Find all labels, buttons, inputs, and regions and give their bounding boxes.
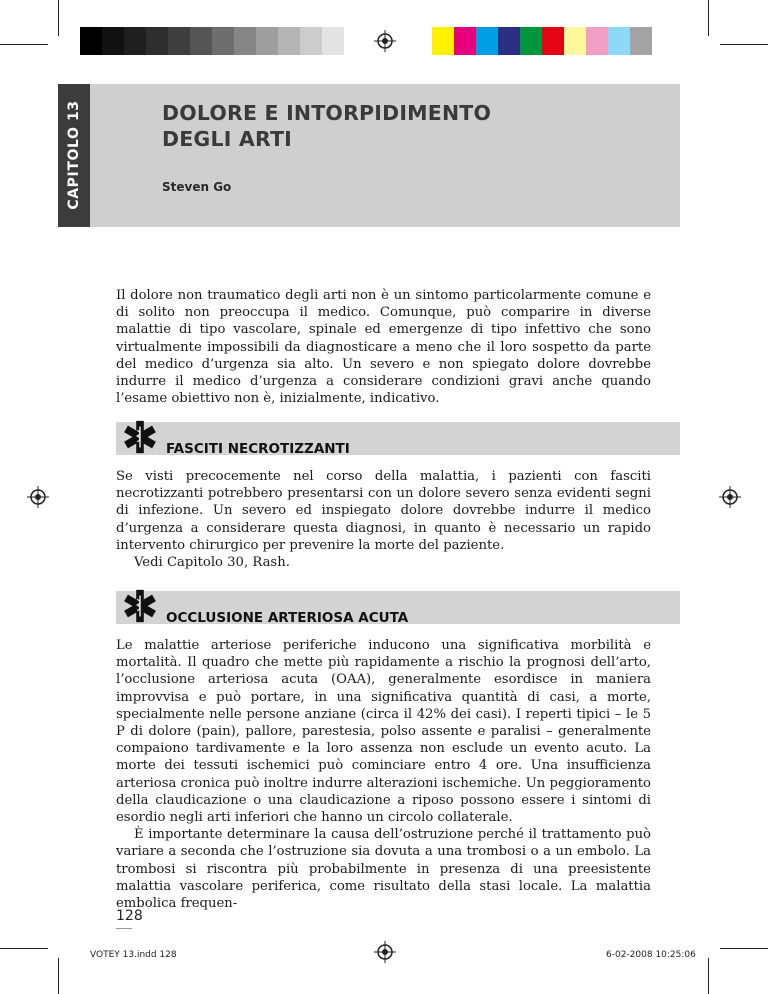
color-swatch [454,27,476,55]
grayscale-bar [80,27,344,55]
color-swatch [498,27,520,55]
chapter-title [162,100,582,152]
crop-mark [708,0,709,36]
crop-mark [0,44,48,45]
star-of-life-icon [121,418,159,456]
color-bar [432,27,652,55]
section-body [116,637,651,912]
color-swatch [124,27,146,55]
chapter-author: Steven Go [162,180,232,194]
intro-paragraph [116,287,651,407]
print-slug-date: 6-02-2008 10:25:06 [606,950,696,960]
color-swatch [168,27,190,55]
color-swatch [278,27,300,55]
color-swatch [630,27,652,55]
body-text: È importante determinare la causa dell’ostruzione perché il trattamento può variare a seconda che l’ostruzione sia dovuta a una trombosi o a un embolo. La trombosi si riscontra più probabilmente in presenza di una preesistente malattia vascolare periferica, come risultato della stasi locale. La malattia embolica frequen- [116,827,651,912]
color-swatch [542,27,564,55]
crop-mark [708,958,709,994]
color-swatch [190,27,212,55]
color-swatch [146,27,168,55]
color-swatch [102,27,124,55]
color-swatch [322,27,344,55]
body-text: Le malattie arteriose periferiche inducono una significativa morbilità e mortalità. Il quadro che mette più rapidamente a rischio la prognosi dell’arto, l’occlusione arteriosa acuta (OAA), generalmente esordisce in maniera improvvisa e può portare, in una significativa quantità di casi, a morte, specialmente nelle persone anziane (circa il 42% dei casi). I reperti tipici – le 5 P di dolore (pain), pallore, parestesia, polso assente e paralisi – generalmente compaiono tardivamente e la loro assenza non esclude un evento acuto. La morte dei tessuti ischemici può cominciare entro 4 ore. Una insufficienza arteriosa cronica può inoltre indurre alterazioni ischemiche. Un peggioramento della claudicazione o una claudicazione a riposo possono essere i sintomi di esordio negli arti inferiori che hanno un circolo collaterale. [116,638,651,826]
body-text: Il dolore non traumatico degli arti non è un sintomo particolarmente comune e di solito non preoccupa il medico. Comunque, può comparire in diverse malattie di tipo vascolare, spinale ed emergenze di tipo infettivo che sono virtualmente impossibili da diagnosticare a meno che il loro sospetto da parte del medico d’urgenza sia alto. Un severo e non spiegato dolore dovrebbe indurre il medico d’urgenza a considerare condizioni gravi anche quando l’esame obiettivo non è, inizialmente, indicativo. [116,288,651,407]
registration-mark-icon [374,30,396,52]
page-number-rule [116,928,132,929]
color-swatch [564,27,586,55]
color-swatch [300,27,322,55]
color-swatch [476,27,498,55]
section-body [116,468,651,571]
color-swatch [234,27,256,55]
color-swatch [212,27,234,55]
color-swatch [608,27,630,55]
color-swatch [80,27,102,55]
section-title: OCCLUSIONE ARTERIOSA ACUTA [166,610,409,626]
body-text: Se visti precocemente nel corso della malattia, i pazienti con fasciti necrotizzanti potrebbero presentarsi con un dolore severo senza evidenti segni di infezione. Un severo ed inspiegato dolore dovrebbe indurre il medico d’urgenza a considerare questa diagnosi, in quanto è necessario un rapido intervento chirurgico per prevenire la morte del paziente. [116,469,651,553]
section-title: FASCITI NECROTIZZANTI [166,441,350,457]
color-swatch [586,27,608,55]
crop-mark [720,44,768,45]
body-text: Vedi Capitolo 30, Rash. [134,555,290,571]
print-slug-file: VOTEY 13.indd 128 [90,950,177,960]
crop-mark [58,0,59,36]
color-swatch [256,27,278,55]
registration-mark-icon [719,486,741,508]
star-of-life-icon [121,587,159,625]
crop-mark [58,958,59,994]
chapter-label: CAPITOLO 13 [66,100,82,210]
color-swatch [520,27,542,55]
color-swatch [432,27,454,55]
chapter-title-line: DEGLI ARTI [162,127,293,151]
registration-mark-icon [374,941,396,963]
crop-mark [720,948,768,949]
page-number: 128 [116,908,143,924]
crop-mark [0,948,48,949]
chapter-title-line: DOLORE E INTORPIDIMENTO [162,101,492,125]
registration-mark-icon [27,486,49,508]
